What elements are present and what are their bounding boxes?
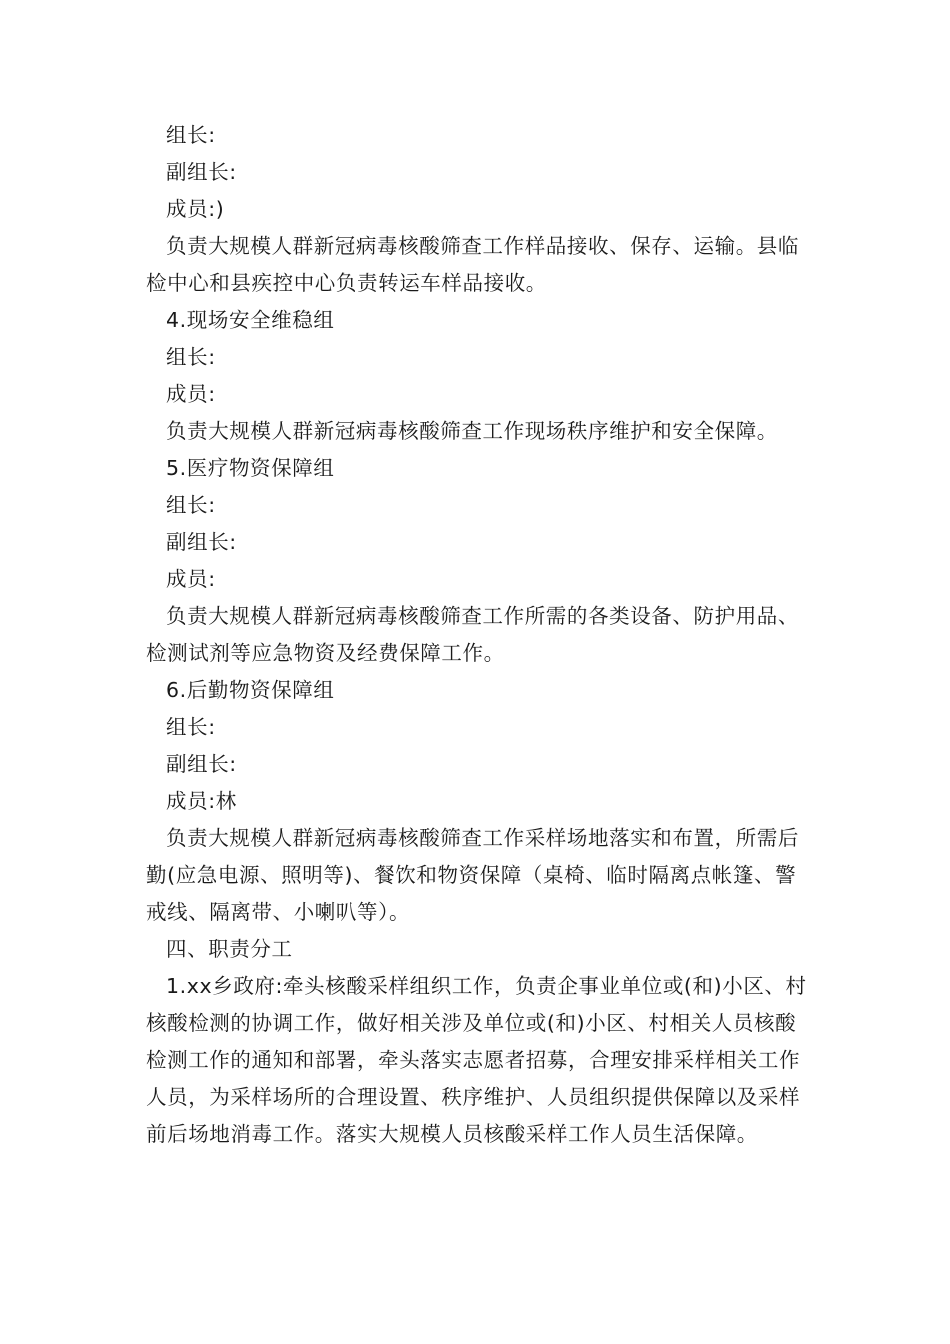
duty-division-paragraph: 1.xx乡政府:牵头核酸采样组织工作，负责企事业单位或(和)小区、村核酸检测的协调工作，做好相关涉及单位或(和)小区、村相关人员核酸检测工作的通知和部署，牵头落实志愿者招募，合理安排采样相关工作人员，为采样场所的合理设置、秩序维护、人员组织提供保障以及采样前后场地消毒工作。落实大规模人员核酸采样工作人员生活保障。 <box>146 974 807 1146</box>
leader-label: 组长: <box>166 493 216 517</box>
group-heading: 4.现场安全维稳组 <box>166 308 335 332</box>
leader-label: 组长: <box>166 123 216 147</box>
group-heading: 6.后勤物资保障组 <box>166 678 335 702</box>
deputy-leader-label: 副组长: <box>166 530 237 554</box>
section-heading: 四、职责分工 <box>166 937 293 961</box>
duty-paragraph: 负责大规模人群新冠病毒核酸筛查工作采样场地落实和布置，所需后勤(应急电源、照明等)、餐饮和物资保障（桌椅、临时隔离点帐篷、警戒线、隔离带、小喇叭等）。 <box>146 826 799 924</box>
members-label: 成员:) <box>166 197 225 221</box>
deputy-leader-label: 副组长: <box>166 752 237 776</box>
leader-label: 组长: <box>166 715 216 739</box>
document-body <box>146 117 810 1153</box>
members-label: 成员: <box>166 567 216 591</box>
duty-paragraph: 负责大规模人群新冠病毒核酸筛查工作样品接收、保存、运输。县临检中心和县疾控中心负责转运车样品接收。 <box>146 234 799 295</box>
deputy-leader-label: 副组长: <box>166 160 237 184</box>
duty-paragraph: 负责大规模人群新冠病毒核酸筛查工作现场秩序维护和安全保障。 <box>166 419 778 443</box>
leader-label: 组长: <box>166 345 216 369</box>
members-label: 成员: <box>166 382 216 406</box>
duty-paragraph: 负责大规模人群新冠病毒核酸筛查工作所需的各类设备、防护用品、检测试剂等应急物资及经费保障工作。 <box>146 604 799 665</box>
group-heading: 5.医疗物资保障组 <box>166 456 335 480</box>
members-label: 成员:林 <box>166 789 237 813</box>
